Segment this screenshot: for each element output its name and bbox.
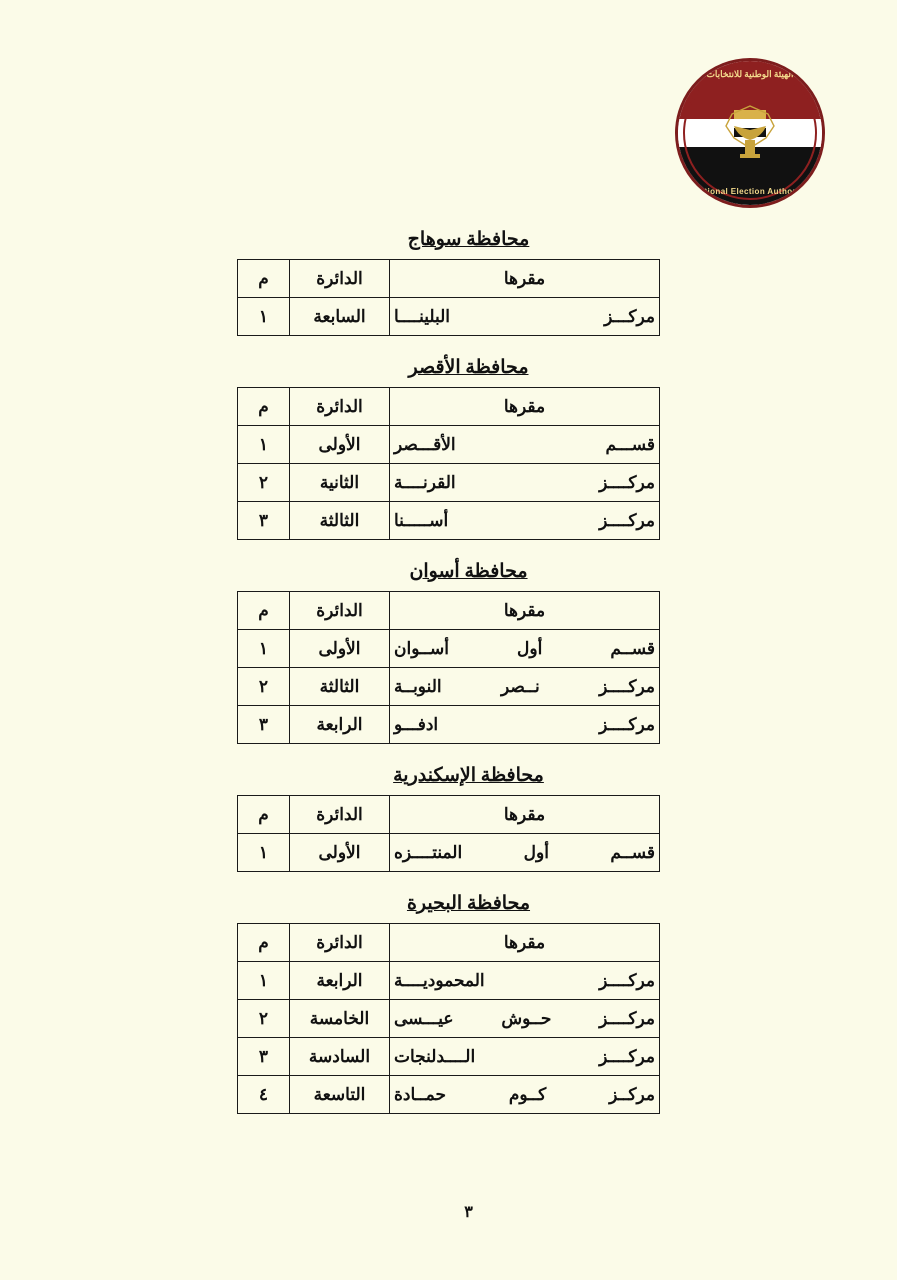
- column-header-district: الدائرة: [290, 924, 390, 962]
- cell-seat: مركــــز ادفـــو: [390, 706, 660, 744]
- table-row: [238, 1000, 660, 1038]
- cell-district: الثانية: [290, 464, 390, 502]
- cell-seat: مركــــز المحموديــــة: [390, 962, 660, 1000]
- section-sohag: [0, 228, 897, 336]
- page-number: ٣: [464, 1204, 473, 1221]
- section-luxor: [0, 356, 897, 540]
- table-row: [238, 834, 660, 872]
- spacer: [0, 546, 897, 560]
- table-header-row: [238, 924, 660, 962]
- cell-seat: قســم أول أســوان: [390, 630, 660, 668]
- cell-num: ١: [238, 426, 290, 464]
- cell-district: الثالثة: [290, 502, 390, 540]
- column-header-num: م: [238, 796, 290, 834]
- column-header-num: م: [238, 260, 290, 298]
- table-row: [238, 1038, 660, 1076]
- districts-table: [237, 923, 660, 1114]
- cell-district: الأولى: [290, 426, 390, 464]
- cell-seat: مركــــز أســـــنا: [390, 502, 660, 540]
- cell-num: ١: [238, 630, 290, 668]
- cell-seat: قســـم الأقـــصر: [390, 426, 660, 464]
- districts-table: [237, 591, 660, 744]
- column-header-seat: مقرها: [390, 260, 660, 298]
- cell-num: ٢: [238, 1000, 290, 1038]
- cell-num: ١: [238, 298, 290, 336]
- column-header-district: الدائرة: [290, 260, 390, 298]
- table-row: [238, 426, 660, 464]
- section-aswan: [0, 560, 897, 744]
- cell-seat: مركــــز القرنــــة: [390, 464, 660, 502]
- table-header-row: [238, 592, 660, 630]
- sections-container: [0, 228, 897, 1120]
- governorate-title: محافظة أسوان: [409, 561, 528, 582]
- egypt-eagle-emblem-icon: [718, 104, 782, 162]
- cell-seat: مركــــز الــــدلنجات: [390, 1038, 660, 1076]
- cell-num: ١: [238, 834, 290, 872]
- cell-district: التاسعة: [290, 1076, 390, 1114]
- table-row: [238, 298, 660, 336]
- cell-num: ٣: [238, 502, 290, 540]
- spacer: [0, 878, 897, 892]
- spacer: [0, 750, 897, 764]
- column-header-seat: مقرها: [390, 796, 660, 834]
- governorate-title: محافظة الأقصر: [408, 357, 529, 378]
- column-header-district: الدائرة: [290, 796, 390, 834]
- cell-district: السابعة: [290, 298, 390, 336]
- districts-table: [237, 795, 660, 872]
- cell-num: ٢: [238, 464, 290, 502]
- governorate-title: محافظة سوهاج: [407, 229, 530, 250]
- cell-district: الخامسة: [290, 1000, 390, 1038]
- table-header-row: [238, 388, 660, 426]
- table-row: [238, 962, 660, 1000]
- districts-table: [237, 387, 660, 540]
- table-row: [238, 1076, 660, 1114]
- cell-seat: مركــــز نــصر النوبــة: [390, 668, 660, 706]
- column-header-district: الدائرة: [290, 592, 390, 630]
- section-alexandria: [0, 764, 897, 872]
- column-header-seat: مقرها: [390, 592, 660, 630]
- national-election-authority-logo: [675, 58, 825, 208]
- table-row: [238, 630, 660, 668]
- cell-district: السادسة: [290, 1038, 390, 1076]
- cell-district: الأولى: [290, 630, 390, 668]
- cell-district: الرابعة: [290, 962, 390, 1000]
- logo-badge: [675, 58, 825, 208]
- table-row: [238, 668, 660, 706]
- section-beheira: [0, 892, 897, 1114]
- cell-seat: مركـــز البلينــــا: [390, 298, 660, 336]
- table-row: [238, 502, 660, 540]
- cell-num: ٣: [238, 706, 290, 744]
- cell-seat: مركــــز حــوش عيـــسى: [390, 1000, 660, 1038]
- governorate-title: محافظة البحيرة: [406, 893, 531, 914]
- table-header-row: [238, 796, 660, 834]
- table-row: [238, 706, 660, 744]
- cell-district: الأولى: [290, 834, 390, 872]
- cell-num: ٤: [238, 1076, 290, 1114]
- cell-district: الرابعة: [290, 706, 390, 744]
- logo-top-label: الهيئة الوطنية للانتخابات: [706, 69, 794, 79]
- column-header-num: م: [238, 592, 290, 630]
- table-row: [238, 464, 660, 502]
- spacer: [0, 342, 897, 356]
- cell-num: ٣: [238, 1038, 290, 1076]
- cell-seat: قســم أول المنتــــزه: [390, 834, 660, 872]
- column-header-num: م: [238, 924, 290, 962]
- cell-district: الثالثة: [290, 668, 390, 706]
- logo-bottom-label: National Election Authority: [693, 187, 807, 196]
- cell-seat: مركــز كــوم حمــادة: [390, 1076, 660, 1114]
- cell-num: ١: [238, 962, 290, 1000]
- column-header-district: الدائرة: [290, 388, 390, 426]
- column-header-seat: مقرها: [390, 924, 660, 962]
- districts-table: [237, 259, 660, 336]
- column-header-num: م: [238, 388, 290, 426]
- governorate-title: محافظة الإسكندرية: [393, 765, 544, 786]
- column-header-seat: مقرها: [390, 388, 660, 426]
- cell-num: ٢: [238, 668, 290, 706]
- table-header-row: [238, 260, 660, 298]
